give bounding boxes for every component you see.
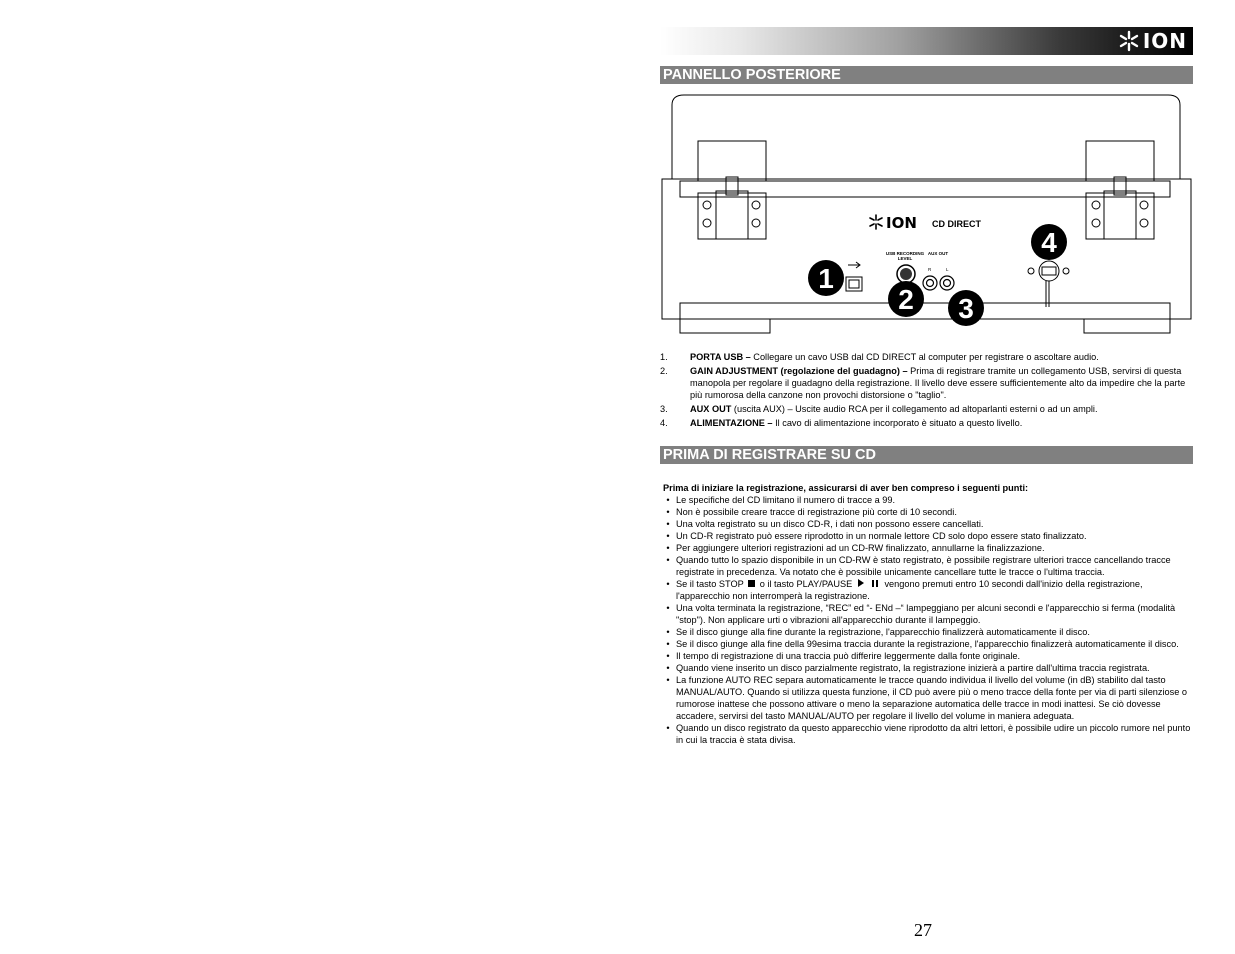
item-desc: (uscita AUX) – Uscite audio RCA per il collegamento ad altoparlanti esterni o ad un ampli. (731, 404, 1098, 414)
list-item-text: Quando tutto lo spazio disponibile in un CD-RW è stato registrato, è possibile registrare ulteriori tracce cancellando tracce registrate in precedenza. Va notato che è possibile unicamente cancellare tutte le tracce o l'ultima traccia. (676, 555, 1171, 577)
page-number: 27 (914, 920, 932, 940)
section-title-before-recording: PRIMA DI REGISTRARE SU CD (660, 446, 1193, 464)
callout-3 (948, 290, 984, 326)
usb-level-label-2: LEVEL (897, 256, 913, 261)
numbered-item (660, 417, 1193, 429)
svg-text:1: 1 (818, 263, 834, 294)
list-item: • Non è possibile creare tracce di registrazione più corte di 10 secondi. (660, 506, 1193, 518)
list-item: • Se il disco giunge alla fine durante la registrazione, l'apparecchio finalizzerà automaticamente il disco. (660, 626, 1193, 638)
play-icon (858, 579, 864, 587)
list-item: • Se il disco giunge alla fine della 99esima traccia durante la registrazione, l'apparecchio finalizzerà automaticamente il disco. (660, 638, 1193, 650)
item-text (690, 417, 1193, 429)
item-number: 1. (660, 352, 668, 362)
list-item: • Il tempo di registrazione di una traccia può differire leggermente dalla fonte originale. (660, 650, 1193, 662)
ion-logo (1118, 30, 1187, 52)
callout-1 (808, 260, 844, 296)
list-item-text: Se il disco giunge alla fine della 99esima traccia durante la registrazione, l'apparecchio finalizzerà automaticamente il disco. (676, 639, 1179, 649)
rear-panel-items (660, 351, 1193, 431)
list-item-text: Il tempo di registrazione di una traccia può differire leggermente dalla fonte originale. (676, 651, 1021, 661)
list-item-text: Se il disco giunge alla fine durante la registrazione, l'apparecchio finalizzerà automaticamente il disco. (676, 627, 1090, 637)
item-bold: GAIN ADJUSTMENT (regolazione del guadagno) – (690, 366, 908, 376)
list-item-text: Per aggiungere ulteriori registrazioni ad un CD-RW finalizzato, annullarne la finalizzazione. (676, 543, 1045, 553)
callout-4 (1031, 224, 1067, 260)
stop-icon (748, 580, 755, 587)
item-text (690, 365, 1193, 401)
stop-text: Se il tasto STOP (676, 579, 744, 589)
list-item: • Quando un disco registrato da questo apparecchio viene riprodotto da altri lettori, è possibile udire un piccolo rumore nel punto in cui la traccia è stata divisa. (660, 722, 1193, 746)
list-item: • Una volta terminata la registrazione, “REC” ed “- ENd –“ lampeggiano per alcuni secondi e l'apparecchio si ferma (modalità "stop"). Non applicare urti o vibrazioni all'apparecchio durante il lampeggio. (660, 602, 1193, 626)
ion-star-icon (1118, 30, 1140, 52)
item-desc: Il cavo di alimentazione incorporato è situato a questo livello. (772, 418, 1023, 428)
item-bold: AUX OUT (690, 404, 732, 414)
svg-text:4: 4 (1041, 227, 1057, 258)
list-item: • La funzione AUTO REC separa automaticamente le tracce quando individua il livello del volume (in dB) stabilito dal tasto MANUAL/AUTO. Quando si utilizza questa funzione, il CD può avere più o meno tracce della fonte per via di parti silenziose o rumorose inattese che possono attivare o meno la separazione automatica delle tracce in modi inattesi. Se ciò dovesse accadere, servirsi del tasto MANUAL/AUTO per regolare il livello del volume in maniera adeguata. (660, 674, 1193, 722)
pause-icon (872, 580, 878, 587)
callout-2 (888, 281, 924, 317)
list-item-text: Un CD-R registrato può essere riprodotto in un normale lettore CD solo dopo essere stato finalizzato. (676, 531, 1087, 541)
play-pause-text: o il tasto PLAY/PAUSE (759, 579, 853, 589)
device-name-text: CD DIRECT (932, 219, 981, 229)
list-item-text: Le specifiche del CD limitano il numero di tracce a 99. (676, 495, 896, 505)
list-item: • Una volta registrato su un disco CD-R, i dati non possono essere cancellati. (660, 518, 1193, 530)
logo-text: ION (1142, 29, 1187, 53)
list-item-text: Non è possibile creare tracce di registrazione più corte di 10 secondi. (676, 507, 957, 517)
section-title-rear-panel: PANNELLO POSTERIORE (660, 66, 1193, 84)
numbered-item (660, 403, 1193, 415)
item-desc: Collegare un cavo USB dal CD DIRECT al computer per registrare o ascoltare audio. (750, 352, 1099, 362)
aux-l-label: L (946, 267, 949, 272)
usb-level-label-1: USB RECORDING (885, 251, 925, 256)
list-item-text: Una volta registrato su un disco CD-R, i dati non possono essere cancellati. (676, 519, 984, 529)
item-number: 2. (660, 366, 668, 376)
list-item-text: Quando un disco registrato da questo apparecchio viene riprodotto da altri lettori, è possibile udire un piccolo rumore nel punto in cui la traccia è stata divisa. (676, 723, 1191, 745)
svg-text:2: 2 (898, 284, 914, 315)
item-bold: PORTA USB – (690, 352, 751, 362)
list-item-text (676, 578, 1193, 602)
usb-port (846, 262, 862, 291)
header-gradient-bar (660, 27, 1193, 55)
list-item: • Le specifiche del CD limitano il numero di tracce a 99. (660, 494, 1193, 506)
list-item: • Un CD-R registrato può essere riprodotto in un normale lettore CD solo dopo essere stato finalizzato. (660, 530, 1193, 542)
item-text (690, 403, 1193, 415)
rear-panel-diagram (660, 93, 1193, 340)
list-item-text: Quando viene inserito un disco parzialmente registrato, la registrazione inizierà a partire dall'ultima traccia registrata. (676, 663, 1150, 673)
item-bold: ALIMENTAZIONE – (690, 418, 773, 428)
stop-bullet-rest: vengono premuti entro 10 secondi dall'inizio della registrazione, l'apparecchio non interromperà la registrazione. (676, 579, 1143, 601)
item-number: 4. (660, 418, 668, 428)
numbered-item (660, 351, 1193, 363)
device-logo-text: ION (886, 214, 917, 232)
list-item-text: Una volta terminata la registrazione, “REC” ed “- ENd –“ lampeggiano per alcuni secondi e l'apparecchio si ferma (modalità "stop"). Non applicare urti o vibrazioni all'apparecchio durante il lampeggio. (676, 603, 1176, 625)
svg-text:3: 3 (958, 293, 974, 324)
item-desc: Prima di registrare tramite un collegamento USB, servirsi di questa manopola per regolare il guadagno della registrazione. Il livello deve essere sufficientemente alto da impedire che la parte più rumorosa della canzone non provochi distorsione o "taglio". (690, 366, 1186, 400)
list-item: • Quando tutto lo spazio disponibile in un CD-RW è stato registrato, è possibile registrare ulteriori tracce cancellando tracce registrate in precedenza. Va notato che è possibile unicamente cancellare tutte le tracce o l'ultima traccia. (660, 554, 1193, 578)
numbered-item (660, 365, 1193, 401)
aux-out-label: AUX OUT (927, 251, 949, 256)
list-item: • Per aggiungere ulteriori registrazioni ad un CD-RW finalizzato, annullarne la finalizzazione. (660, 542, 1193, 554)
intro-text: Prima di iniziare la registrazione, assicurarsi di aver ben compreso i seguenti punti: (663, 483, 1029, 493)
list-item: • Quando viene inserito un disco parzialmente registrato, la registrazione inizierà a partire dall'ultima traccia registrata. (660, 662, 1193, 674)
bullet-list (660, 494, 1193, 746)
item-number: 3. (660, 404, 668, 414)
list-item: • Se il tasto STOP o il tasto PLAY/PAUSE vengono premuti entro 10 secondi dall'inizio della registrazione, l'apparecchio non interromperà la registrazione. (660, 578, 1193, 602)
list-item-text: La funzione AUTO REC separa automaticamente le tracce quando individua il livello del volume (in dB) stabilito dal tasto MANUAL/AUTO. Quando si utilizza questa funzione, il CD può avere più o meno tracce della fonte per via di parti silenziose o rumorose inattese che possono attivare o meno la separazione automatica delle tracce in modi inattesi. Se ciò dovesse accadere, servirsi del tasto MANUAL/AUTO per regolare il livello del volume in maniera adeguata. (676, 675, 1188, 721)
item-text (690, 351, 1193, 363)
aux-r-label: R (928, 267, 932, 272)
